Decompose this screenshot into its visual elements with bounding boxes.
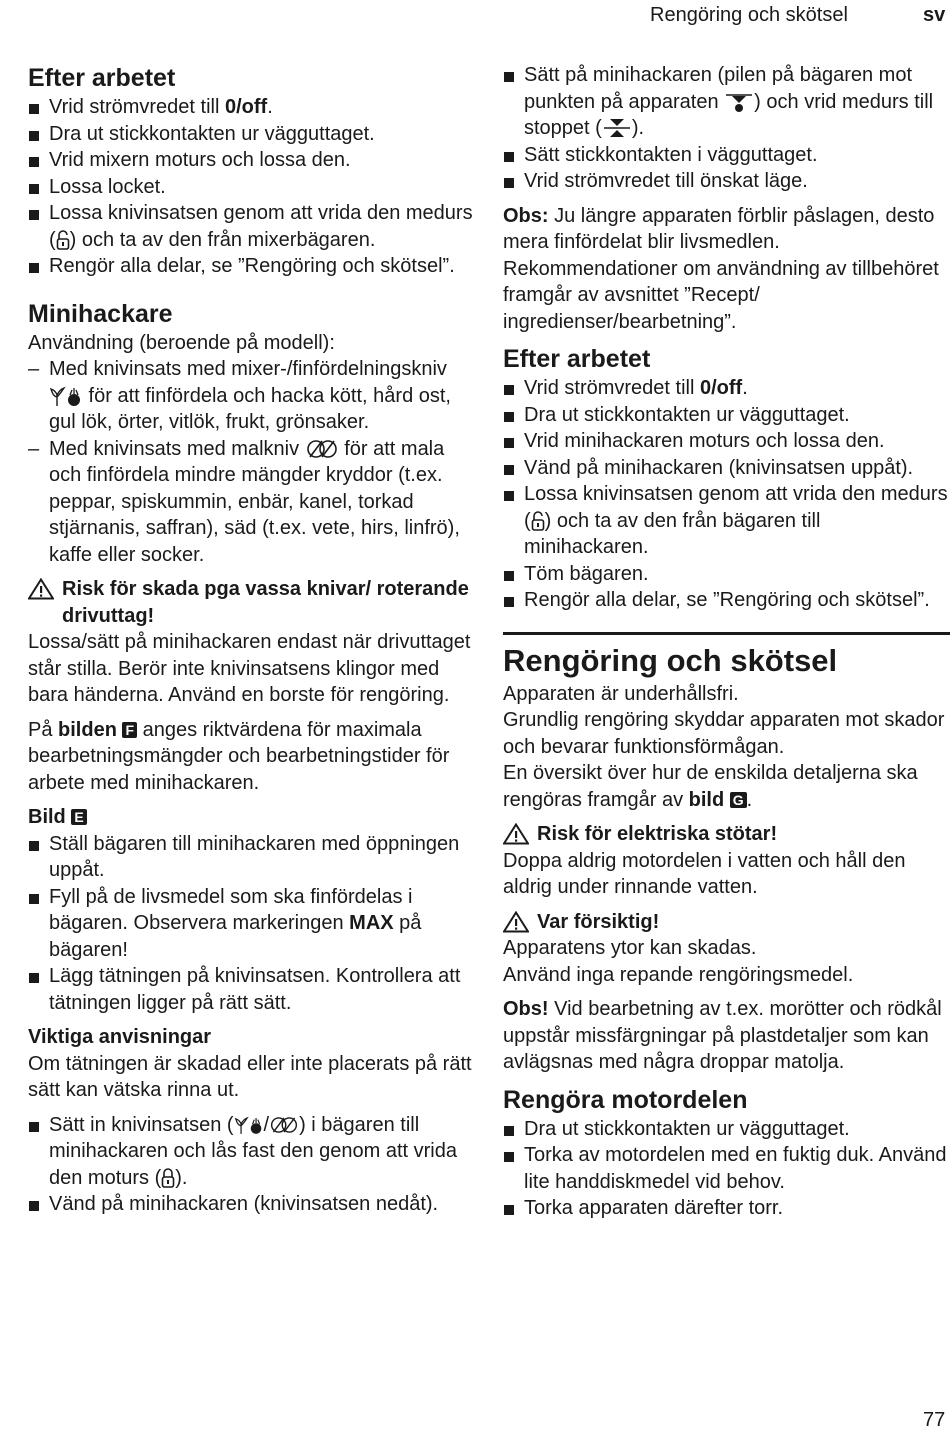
- list-item: Vänd på minihackaren (knivinsatsen nedåt).: [28, 1191, 476, 1218]
- list-item: Vrid mixern moturs och lossa den.: [28, 147, 476, 174]
- lock-icon: [161, 1167, 175, 1189]
- section-heading-efter-arbetet: Efter arbetet: [28, 64, 176, 92]
- caution-text: Använd inga repande rengöringsmedel.: [503, 963, 854, 986]
- warning-heading: Risk för skada pga vassa knivar/ roterande drivuttag!: [28, 576, 476, 629]
- list-item: Rengör alla delar, se ”Rengöring och skötsel”.: [28, 253, 476, 280]
- list-item: Dra ut stickkontakten ur vägguttaget.: [503, 1116, 950, 1143]
- subheading-viktiga-anvisningar: Viktiga anvisningar: [28, 1026, 212, 1048]
- list-item: – Med knivinsats med mixer-/finfördelningskniv för att finfördela och hacka kött, hård ost, gul lök, örter, vitlök, frukt, grönsaker.: [28, 356, 476, 436]
- list-item: Sätt in knivinsatsen ( / ) i bägaren till minihackaren och lås fast den genom att vrida den moturs ( ).: [28, 1112, 476, 1192]
- figure-heading-e: Bild E: [28, 804, 476, 831]
- paragraph: Om tätningen är skadad eller inte placerats på rätt sätt kan vätska rinna ut.: [28, 1052, 472, 1101]
- right-column: [503, 62, 950, 1222]
- caution-text: Apparatens ytor kan skadas.: [503, 937, 757, 959]
- section-heading-rengora-motordelen: Rengöra motordelen: [503, 1085, 748, 1114]
- list-item: – Med knivinsats med malkniv för att mala och finfördela mindre mängder kryddor (t.ex. peppar, spiskummin, enbär, kanel, torkad stjärnanis, saffran), säd (t.ex. vete, hirs, linfrö), kaffe eller socker.: [28, 436, 476, 569]
- grinding-blade-icon: [305, 438, 339, 460]
- efter-arbetet-list: [28, 94, 476, 280]
- list-item: Dra ut stickkontakten ur vägguttaget.: [503, 402, 950, 429]
- list-item: Vänd på minihackaren (knivinsatsen uppåt).: [503, 455, 950, 482]
- chapter-heading: Rengöring och skötsel: [503, 642, 838, 678]
- left-column: [28, 62, 476, 1218]
- grinding-blade-icon: [269, 1114, 299, 1136]
- language-code: sv: [923, 4, 946, 26]
- section-heading-minihackare: Minihackare: [28, 299, 173, 328]
- list-item: Lossa knivinsatsen genom att vrida den medurs ( ) och ta av den från mixerbägaren.: [28, 200, 476, 253]
- arrow-to-dot-icon: [724, 91, 754, 113]
- warning-triangle-icon: [503, 911, 529, 933]
- list-item: Sätt stickkontakten i vägguttaget.: [503, 142, 950, 169]
- page-header: [0, 0, 950, 30]
- arrows-stop-icon: [602, 117, 632, 139]
- warning-text: Doppa aldrig motordelen i vatten och håll den aldrig under rinnande vatten.: [503, 849, 906, 898]
- list-item: Sätt på minihackaren (pilen på bägaren mot punkten på apparaten ) och vrid medurs till stoppet ( ).: [503, 62, 950, 142]
- warning-text: Lossa/sätt på minihackaren endast när drivuttaget står stilla. Berör inte knivinsatsens klingor med bara händerna. Använd en borste för rengöring.: [28, 631, 471, 706]
- section-rule: [503, 632, 950, 635]
- list-item: Torka apparaten därefter torr.: [503, 1195, 950, 1222]
- section-heading-efter-arbetet-2: Efter arbetet: [503, 345, 651, 373]
- bild-e-list: [28, 831, 476, 1017]
- chopping-blade-icon: [234, 1114, 264, 1136]
- paragraph: En översikt över hur de enskilda detaljerna ska rengöras framgår av bild G .: [503, 762, 918, 811]
- list-item: Vrid strömvredet till 0/off.: [28, 94, 476, 121]
- list-item: Töm bägaren.: [503, 561, 950, 588]
- paragraph: På bilden F anges riktvärdena för maximala bearbetningsmängder och bearbetningstider för arbete med minihackaren.: [28, 718, 450, 794]
- list-item: Vrid minihackaren moturs och lossa den.: [503, 428, 950, 455]
- note-paragraph: Obs: Ju längre apparaten förblir påslagen, desto mera finfördelat blir livsmedlen. Rekommendationer om användning av tillbehöret framgår av avsnittet ”Recept/ ingredienser/bearbetning”.: [503, 204, 939, 333]
- figure-badge-g: G: [730, 792, 747, 808]
- list-item: Lägg tätningen på knivinsatsen. Kontrollera att tätningen ligger på rätt sätt.: [28, 963, 476, 1016]
- viktiga-list: [28, 1112, 476, 1218]
- note-paragraph: Obs! Vid bearbetning av t.ex. morötter och rödkål uppstår missfärgningar på plastdetaljer som kan avlägsnas med några droppar matolja.: [503, 998, 942, 1073]
- figure-badge-f: F: [122, 722, 137, 738]
- caution-heading: Var försiktig!: [503, 909, 950, 936]
- list-item: Rengör alla delar, se ”Rengöring och skötsel”.: [503, 587, 950, 614]
- list-item: Lossa locket.: [28, 174, 476, 201]
- motordel-list: [503, 1116, 950, 1222]
- list-item: Vrid strömvredet till 0/off.: [503, 375, 950, 402]
- paragraph: Grundlig rengöring skyddar apparaten mot skador och bevarar funktionsförmågan.: [503, 709, 945, 758]
- list-item: Dra ut stickkontakten ur vägguttaget.: [28, 121, 476, 148]
- unlock-icon: [56, 229, 70, 251]
- unlock-icon: [531, 510, 545, 532]
- attach-list: [503, 62, 950, 195]
- warning-triangle-icon: [28, 578, 54, 600]
- paragraph: Användning (beroende på modell):: [28, 331, 335, 354]
- warning-triangle-icon: [503, 823, 529, 845]
- efter-arbetet-list-2: [503, 375, 950, 614]
- page-number: 77: [923, 1409, 946, 1431]
- figure-badge-e: E: [71, 809, 86, 825]
- list-item: Lossa knivinsatsen genom att vrida den medurs ( ) och ta av den från bägaren till minihackaren.: [503, 481, 950, 561]
- usage-list: [28, 356, 476, 568]
- list-item: Fyll på de livsmedel som ska finfördelas i bägaren. Observera markeringen MAX på bägaren!: [28, 884, 476, 964]
- running-title: Rengöring och skötsel: [650, 4, 848, 26]
- chopping-blade-icon: [49, 385, 83, 407]
- list-item: Ställ bägaren till minihackaren med öppningen uppåt.: [28, 831, 476, 884]
- paragraph: Apparaten är underhållsfri.: [503, 682, 739, 705]
- warning-heading: Risk för elektriska stötar!: [503, 821, 950, 848]
- list-item: Vrid strömvredet till önskat läge.: [503, 168, 950, 195]
- list-item: Torka av motordelen med en fuktig duk. Använd lite handdiskmedel vid behov.: [503, 1142, 950, 1195]
